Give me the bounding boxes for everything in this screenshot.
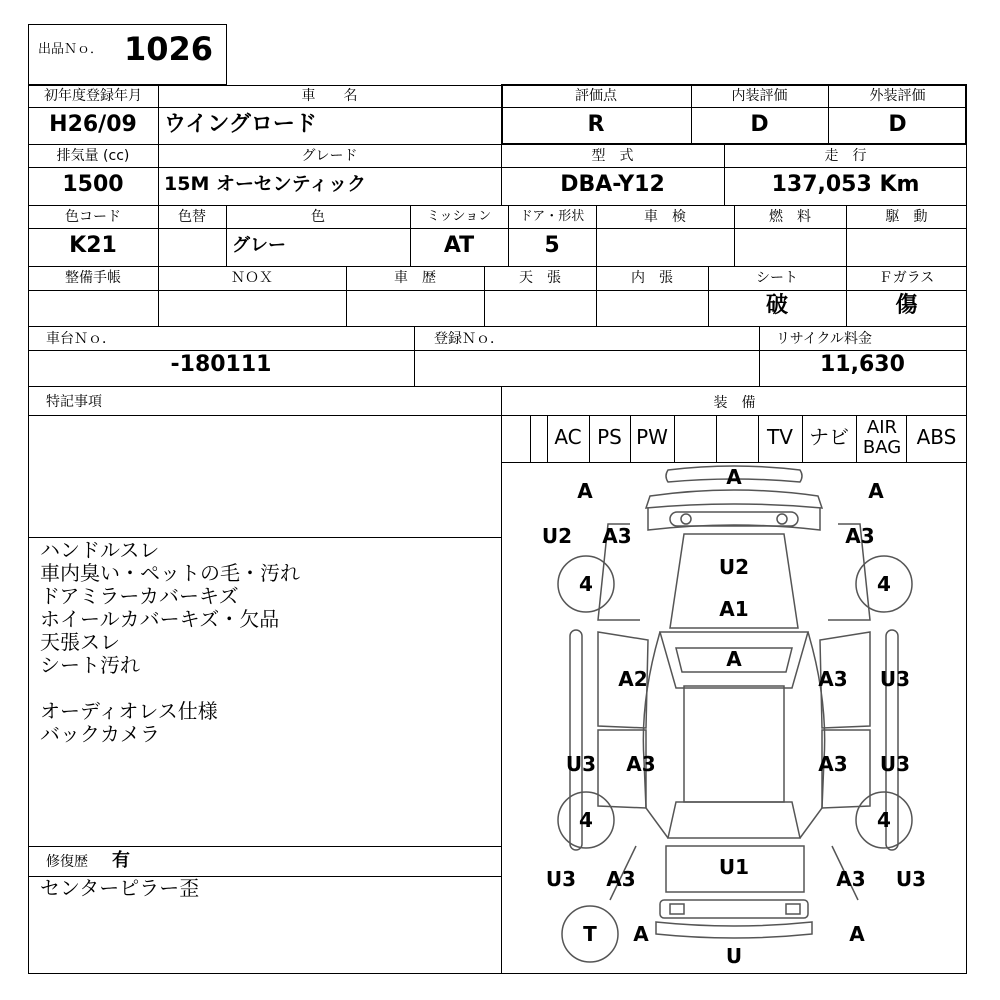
mark-rear-bumper: U bbox=[725, 944, 743, 968]
reg-no-label: 登録Ｎｏ． bbox=[434, 331, 504, 347]
color-code-label: 色コード bbox=[65, 209, 121, 225]
score-label: 評価点 bbox=[575, 88, 617, 104]
mark-front-right-corner: A bbox=[868, 479, 884, 503]
glass-label: Ｆガラス bbox=[878, 270, 935, 286]
roof-label: 天 張 bbox=[519, 270, 561, 286]
mark-left-fender-u: U2 bbox=[541, 524, 573, 548]
mark-spare: T bbox=[583, 922, 597, 946]
first-reg-value: H26/09 bbox=[49, 112, 137, 137]
glass-value: 傷 bbox=[895, 293, 918, 318]
first-reg-label: 初年度登録年月 bbox=[44, 88, 142, 104]
rear-lamp-left bbox=[670, 904, 684, 914]
repaint-label: 色替 bbox=[178, 209, 206, 225]
chassis-value: -180111 bbox=[170, 352, 272, 377]
recycle-value: 11,630 bbox=[820, 352, 905, 377]
color-value: グレー bbox=[232, 235, 286, 256]
note-line: 車内臭い・ペットの毛・汚れ bbox=[40, 561, 300, 585]
mark-front-left-tire: 4 bbox=[579, 572, 593, 596]
inner-label: 内 張 bbox=[631, 270, 673, 286]
equip-abs: ABS bbox=[916, 425, 957, 449]
mark-right-front-step: U3 bbox=[879, 667, 911, 691]
mileage-label: 走 行 bbox=[824, 148, 867, 164]
mark-rear-left: A bbox=[633, 922, 649, 946]
color-code-value: K21 bbox=[69, 233, 117, 258]
mark-front-right-tire: 4 bbox=[877, 572, 891, 596]
mark-rear-right: A bbox=[849, 922, 865, 946]
note-line: シート汚れ bbox=[40, 653, 140, 677]
repair-detail: センターピラー歪 bbox=[40, 876, 200, 900]
mark-front-bumper: A bbox=[726, 465, 742, 489]
mark-left-front-door: A2 bbox=[618, 667, 648, 691]
note-line: オーディオレス仕様 bbox=[40, 699, 218, 723]
nox-label: ＮＯＸ bbox=[231, 270, 273, 286]
lot-label: 出品Ｎｏ． bbox=[38, 42, 104, 57]
mark-front-left-corner: A bbox=[577, 479, 593, 503]
lamp-right bbox=[777, 514, 787, 524]
equip-pw: PW bbox=[636, 425, 668, 449]
mark-hood-u: U2 bbox=[718, 555, 750, 579]
mark-right-rear-step: U3 bbox=[879, 752, 911, 776]
equip-ps: PS bbox=[597, 425, 622, 449]
recycle-label: リサイクル料金 bbox=[776, 331, 873, 347]
lamp-left bbox=[681, 514, 691, 524]
car-name-label: 車 名 bbox=[301, 88, 358, 104]
equip-tv: TV bbox=[767, 425, 793, 449]
grille-shape bbox=[646, 490, 822, 508]
mark-right-quarter-u: U3 bbox=[895, 867, 927, 891]
rear-window-shape bbox=[668, 802, 800, 838]
exterior-value: D bbox=[888, 112, 907, 137]
mark-left-rear-door: A3 bbox=[626, 752, 656, 776]
headlamp-bar bbox=[670, 512, 798, 526]
equipment-label: 装 備 bbox=[713, 395, 756, 411]
mark-right-front-door: A3 bbox=[818, 667, 848, 691]
mark-left-fender-a: A3 bbox=[602, 524, 632, 548]
mark-rear-right-tire: 4 bbox=[877, 808, 891, 832]
mark-left-quarter-u: U3 bbox=[545, 867, 577, 891]
model-value: DBA-Y12 bbox=[560, 172, 665, 197]
mark-hood-a: A1 bbox=[719, 597, 749, 621]
mark-left-quarter-a: A3 bbox=[606, 867, 636, 891]
model-label: 型 式 bbox=[591, 148, 634, 164]
grade-value: 15M オーセンティック bbox=[164, 173, 367, 195]
mark-right-rear-door: A3 bbox=[818, 752, 848, 776]
mark-right-fender: A3 bbox=[845, 524, 875, 548]
note-line: ドアミラーカバーキズ bbox=[40, 584, 239, 608]
repair-value: 有 bbox=[112, 850, 130, 871]
note-line: ハンドルスレ bbox=[40, 538, 160, 562]
displacement-label: 排気量 (cc) bbox=[56, 148, 130, 164]
equip-airbag: AIR BAG bbox=[862, 417, 902, 458]
notes-label: 特記事項 bbox=[46, 394, 102, 410]
note-line: 天張スレ bbox=[40, 630, 120, 654]
door-label: ドア・形状 bbox=[519, 209, 585, 224]
rear-bumper-shape bbox=[656, 922, 812, 938]
door-value: 5 bbox=[544, 233, 560, 258]
lot-number: 1026 bbox=[124, 30, 214, 68]
note-line: ホイールカバーキズ・欠品 bbox=[40, 607, 280, 631]
drive-label: 駆 動 bbox=[885, 209, 928, 225]
equip-navi: ナビ bbox=[809, 425, 849, 449]
repair-label: 修復歴 bbox=[46, 854, 88, 870]
mark-rear-left-tire: 4 bbox=[579, 808, 593, 832]
mission-label: ミッション bbox=[426, 209, 492, 224]
interior-label: 内装評価 bbox=[731, 88, 788, 104]
maintenance-label: 整備手帳 bbox=[65, 270, 121, 286]
mileage-value: 137,053 Km bbox=[771, 172, 920, 197]
interior-value: D bbox=[750, 112, 769, 137]
color-label: 色 bbox=[311, 209, 325, 225]
mark-roof: A bbox=[726, 647, 742, 671]
displacement-value: 1500 bbox=[62, 172, 124, 197]
exterior-label: 外装評価 bbox=[869, 88, 926, 104]
rear-lamp-right bbox=[786, 904, 800, 914]
seat-value: 破 bbox=[765, 293, 788, 318]
fuel-label: 燃 料 bbox=[769, 209, 811, 225]
inspection-label: 車 検 bbox=[644, 209, 686, 225]
mark-trunk: U1 bbox=[718, 855, 750, 879]
chassis-label: 車台Ｎｏ． bbox=[46, 331, 116, 347]
roof-shape bbox=[684, 686, 784, 802]
history-label: 車 歴 bbox=[394, 270, 436, 286]
mission-value: AT bbox=[443, 233, 475, 258]
score-value: R bbox=[587, 112, 605, 137]
mark-right-quarter-a: A3 bbox=[836, 867, 866, 891]
car-name-value: ウイングロード bbox=[164, 112, 317, 137]
seat-label: シート bbox=[756, 270, 798, 286]
note-line: バックカメラ bbox=[40, 722, 160, 746]
grade-label: グレード bbox=[301, 148, 358, 164]
equip-ac: AC bbox=[554, 425, 582, 449]
mark-left-rear-step: U3 bbox=[565, 752, 597, 776]
